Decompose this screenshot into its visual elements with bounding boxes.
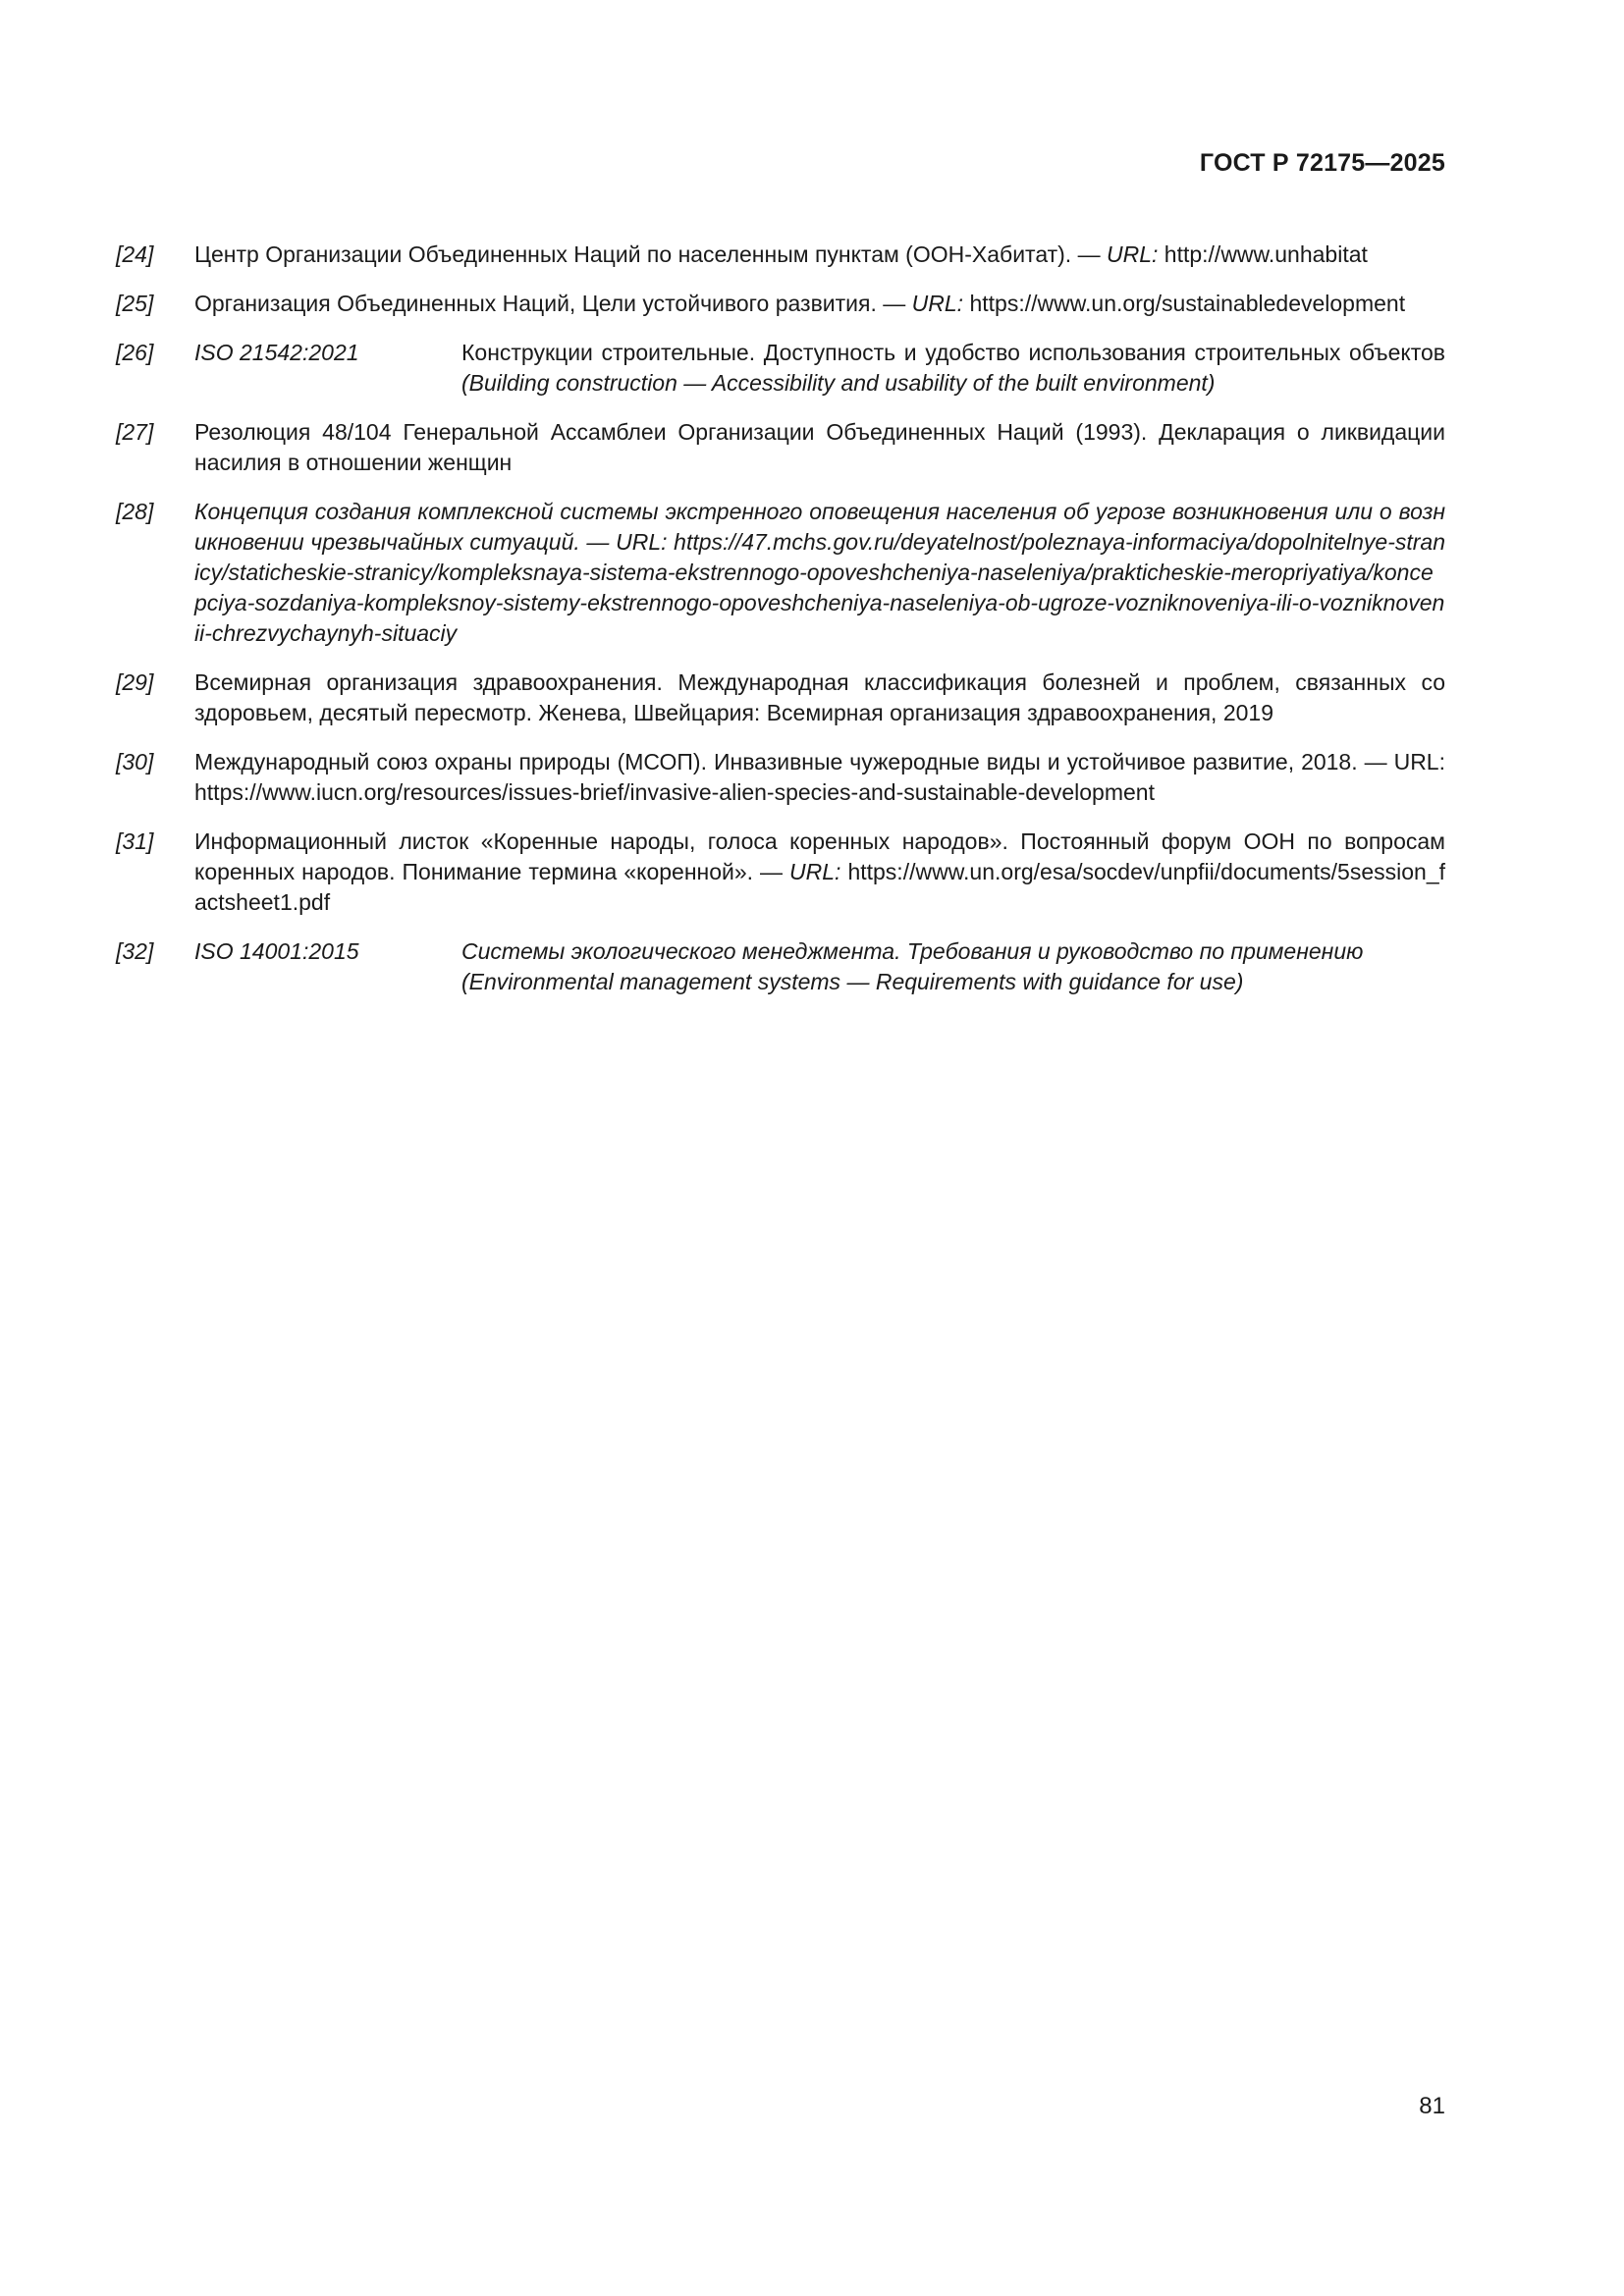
reference-text: Концепция создания комплексной системы экстренного оповещения населения об угрозе возникновения или о возникновении чрезвычайных ситуаций. — URL: https://47.mchs.gov.ru/deyatelnost/poleznaya-informaciya/dopolnitelnye-stranicy/staticheskie-stranicy/kompleksnaya-sistema-ekstrennogo-opoveshcheniya-naseleniya/prakticheskie-meropriyatiya/koncepciya-sozdaniya-kompleksnoy-sistemy-ekstrennogo-opoveshcheniya-naseleniya-ob-ugroze-vozniknoveniya-ili-o-vozniknovenii-chrezvychaynyh-situaciy — [194, 499, 1445, 646]
url-label: URL: — [911, 291, 964, 316]
reference-number: [26] — [116, 340, 154, 365]
reference-text: Всемирная организация здравоохранения. Международная классификация болезней и проблем, связанных со здоровьем, десятый пересмотр. Женева, Швейцария: Всемирная организация здравоохранения, 2019 — [194, 669, 1445, 725]
reference-number: [32] — [116, 938, 154, 964]
reference-29 — [116, 667, 1445, 728]
reference-31 — [116, 827, 1445, 918]
reference-text: Информационный листок «Коренные народы, голоса коренных народов». Постоянный форум ООН по вопросам коренных народов. Понимание термина «коренной». — URL: https://www.un.org/esa/socdev/unpfii/documents/5session_factsheet1.pdf — [194, 828, 1446, 915]
reference-url: https://www.un.org/sustainabledevelopment — [963, 291, 1406, 316]
reference-26 — [116, 338, 1445, 399]
standard-code: ISO 21542:2021 — [194, 340, 359, 365]
reference-number: [28] — [116, 499, 154, 524]
reference-27 — [116, 417, 1445, 478]
standard-title-en: (Environmental management systems — Requirements with guidance for use) — [461, 969, 1244, 994]
reference-url: https://www.un.org/esa/socdev/unpfii/documents/5session_factsheet1.pdf — [194, 859, 1446, 915]
page-number: 81 — [1419, 2093, 1445, 2119]
reference-number: [31] — [116, 828, 154, 854]
reference-30 — [116, 747, 1445, 808]
url-label: URL: — [789, 859, 841, 884]
reference-24 — [116, 240, 1445, 270]
document-number: ГОСТ Р 72175—2025 — [1199, 149, 1445, 177]
reference-text: Организация Объединенных Наций, Цели устойчивого развития. — URL: https://www.un.org/sustainabledevelopment — [194, 291, 1406, 316]
reference-number: [29] — [116, 669, 154, 695]
reference-number: [30] — [116, 749, 154, 774]
standard-title: Конструкции строительные. Доступность и удобство использования строительных объектов (Building construction — Accessibility and usability of the built environment) — [461, 340, 1445, 396]
standard-title-en: (Building construction — Accessibility and usability of the built environment) — [461, 370, 1216, 396]
reference-url: http://www.unhabitat — [1158, 241, 1368, 267]
url-label: URL: — [1106, 241, 1159, 267]
reference-text: Международный союз охраны природы (МСОП). Инвазивные чужеродные виды и устойчивое развитие, 2018. — URL: https://www.iucn.org/resources/issues-brief/invasive-alien-species-and-sustainable-development — [194, 749, 1445, 805]
reference-number: [27] — [116, 419, 154, 445]
reference-number: [25] — [116, 291, 154, 316]
bibliography-list — [116, 240, 1445, 1016]
reference-text: Центр Организации Объединенных Наций по населенным пунктам (ООН-Хабитат). — URL: http://www.unhabitat — [194, 241, 1368, 267]
reference-number: [24] — [116, 241, 154, 267]
reference-28 — [116, 497, 1445, 649]
standard-code: ISO 14001:2015 — [194, 938, 359, 964]
reference-32 — [116, 936, 1445, 997]
reference-text: Резолюция 48/104 Генеральной Ассамблеи Организации Объединенных Наций (1993). Декларация о ликвидации насилия в отношении женщин — [194, 419, 1445, 475]
reference-25 — [116, 289, 1445, 319]
standard-title: Системы экологического менеджмента. Требования и руководство по применению (Environmental management systems — Requirements with guidance for use) — [461, 938, 1364, 994]
